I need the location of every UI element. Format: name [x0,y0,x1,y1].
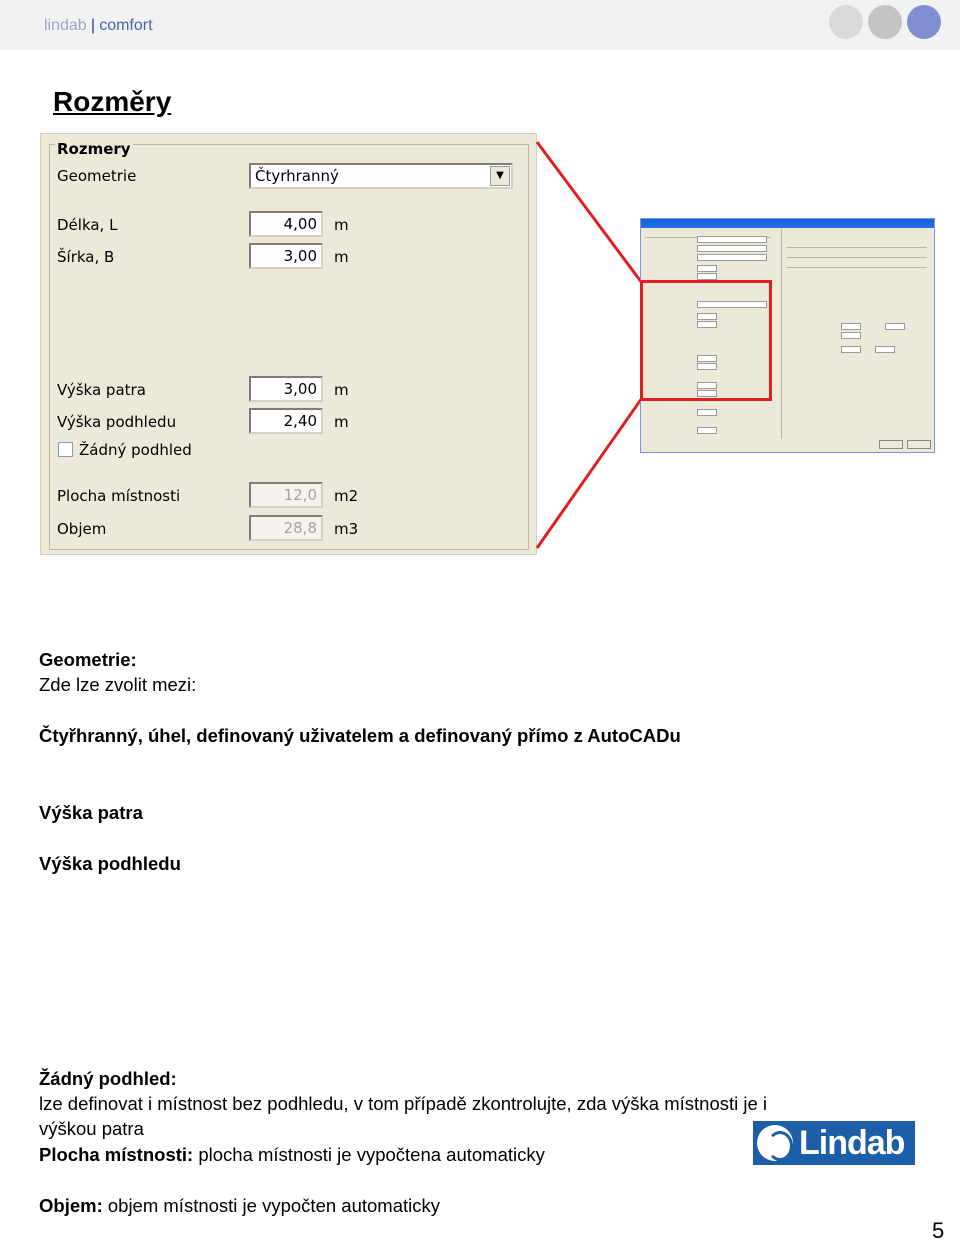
thumbnail-field [697,273,717,280]
length-unit: m [334,216,349,234]
floor-height-text: Výška patra [39,802,143,823]
thumbnail-divider [781,229,782,439]
thumbnail-field [697,409,717,416]
volume-heading: Objem: [39,1195,103,1216]
page-number: 5 [932,1218,945,1243]
ceiling-height-text: Výška podhledu [39,853,181,874]
chevron-down-icon[interactable]: ▼ [490,166,510,186]
thumbnail-ok-button [879,440,903,449]
geometry-heading: Geometrie: [39,649,137,670]
brand-separator: | [90,17,96,34]
length-input[interactable]: 4,00 [249,211,323,237]
volume-text: objem místnosti je vypočten automaticky [102,1195,440,1216]
lindab-logo [753,1121,915,1165]
thumbnail-field [697,427,717,434]
floor-height-unit: m [334,381,349,399]
thumbnail-divider [787,267,927,268]
brand-comfort: comfort [99,17,153,34]
lindab-wave-icon [757,1125,793,1161]
ceiling-height-unit: m [334,413,349,431]
thumbnail-field [875,346,895,353]
no-ceiling-heading: Žádný podhled: [39,1068,177,1089]
thumbnail-field [841,332,861,339]
volume-paragraph [39,1195,440,1217]
thumbnail-field [697,245,767,252]
area-output: 12,0 [249,482,323,508]
area-label: Plocha místnosti [57,487,181,505]
geometry-intro: Zde lze zvolit mezi: [39,674,197,695]
thumbnail-divider [787,257,927,258]
geometry-value: Čtyrhranný [255,167,339,185]
width-unit: m [334,248,349,266]
length-label: Délka, L [57,216,118,234]
volume-label: Objem [57,520,107,538]
thumbnail-field [697,254,767,261]
area-paragraph [39,1144,545,1166]
highlight-box [640,280,772,401]
geometry-options: Čtyřhranný, úhel, definovaný uživatelem a definovaný přímo z AutoCADu [39,725,681,746]
ceiling-height-label: Výška podhledu [57,413,177,431]
ceiling-height-input[interactable]: 2,40 [249,408,323,434]
thumbnail-field [697,265,717,272]
thumbnail-cancel-button [907,440,931,449]
thumbnail-field [885,323,905,330]
width-label: Šírka, B [57,248,115,266]
floor-height-input[interactable]: 3,00 [249,376,323,402]
no-ceiling-label: Žádný podhled [79,441,192,459]
logo-text: Lindab [799,1124,905,1162]
brand-lindab: lindab [44,17,87,34]
width-input[interactable]: 3,00 [249,243,323,269]
area-heading: Plocha místnosti: [39,1144,194,1165]
thumbnail-field [697,236,767,243]
no-ceiling-text-2: výškou patra [39,1118,144,1139]
volume-output: 28,8 [249,515,323,541]
page-title: Rozměry [53,86,172,117]
floor-height-label: Výška patra [57,381,146,399]
volume-unit: m3 [334,520,359,538]
geometry-label: Geometrie [57,167,137,185]
group-title: Rozmery [57,140,131,158]
thumbnail-field [841,323,861,330]
thumbnail-divider [787,247,927,248]
area-unit: m2 [334,487,359,505]
no-ceiling-text-1: lze definovat i místnost bez podhledu, v tom případě zkontrolujte, zda výška místnosti je i [39,1093,768,1114]
area-text: plocha místnosti je vypočtena automaticky [193,1144,545,1165]
thumbnail-field [841,346,861,353]
thumbnail-titlebar [641,219,934,228]
